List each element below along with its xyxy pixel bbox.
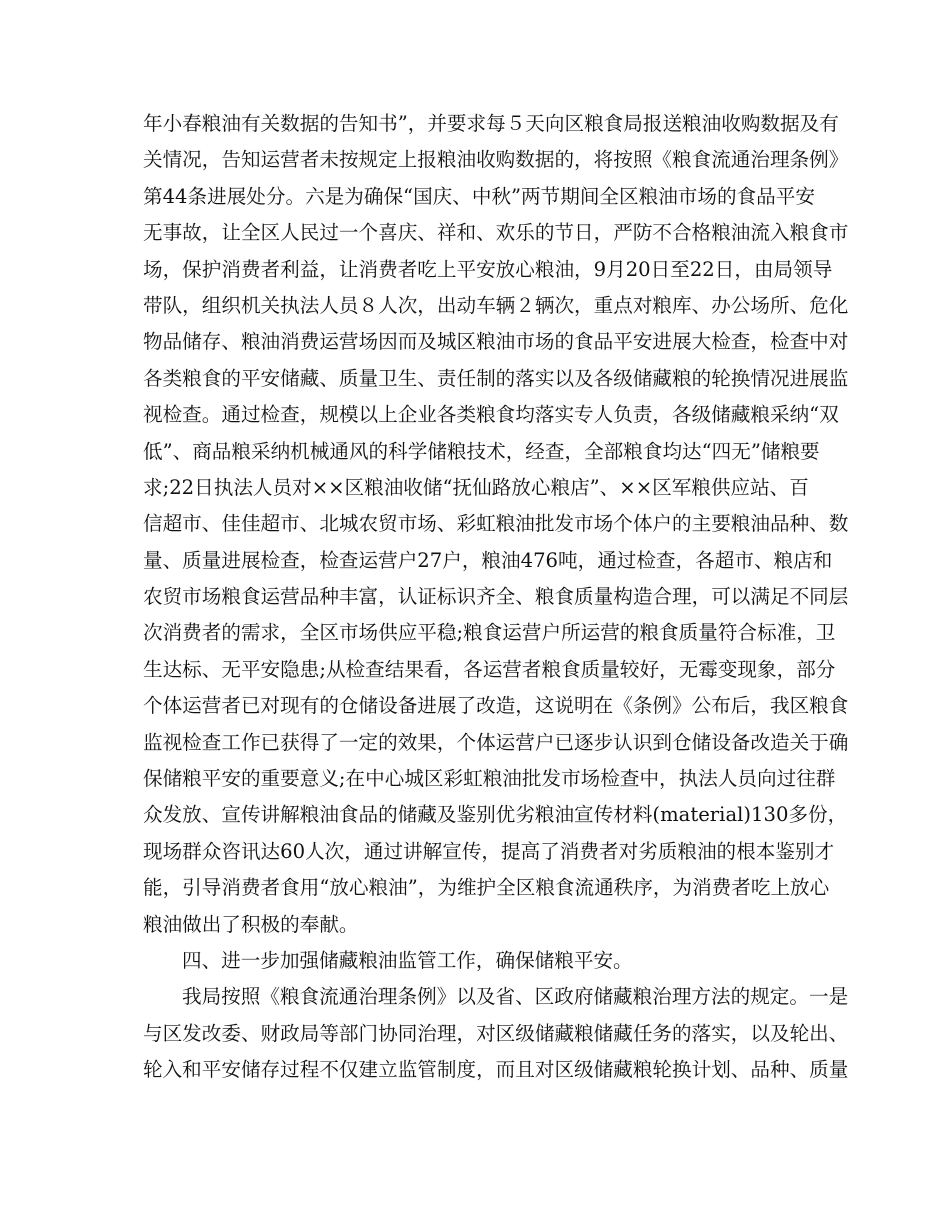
body-line: 低”、商品粮采纳机械通风的科学储粮技术，经查，全部粮食均达“四无”储粮要 xyxy=(143,439,820,463)
body-line: 场，保护消费者利益，让消费者吃上平安放心粮油，9月20日至22日，由局领导 xyxy=(143,257,833,281)
body-line: 各类粮食的平安储藏、质量卫生、责任制的落实以及各级储藏粮的轮换情况进展监 xyxy=(143,366,849,390)
body-line: 无事故，让全区人民过一个喜庆、祥和、欢乐的节日，严防不合格粮油流入粮食市 xyxy=(143,221,849,245)
body-line: 众发放、宣传讲解粮油食品的储藏及鉴别优劣粮油宣传材料(material)130多份， xyxy=(143,803,848,827)
section-heading: 四、进一步加强储藏粮油监管工作，确保储粮平安。 xyxy=(182,948,633,972)
body-line: 关情况，告知运营者未按规定上报粮油收购数据的，将按照《粮食流通治理条例》 xyxy=(143,148,849,172)
body-line: 求;22日执法人员对××区粮油收储“抚仙路放心粮店”、××区军粮供应站、百 xyxy=(143,475,809,499)
body-line: 生达标、无平安隐患;从检查结果看，各运营者粮食质量较好，无霉变现象，部分 xyxy=(143,657,836,681)
body-line: 信超市、佳佳超市、北城农贸市场、彩虹粮油批发市场个体户的主要粮油品种、数 xyxy=(143,512,849,536)
body-line: 粮油做出了积极的奉献。 xyxy=(143,912,359,936)
body-line: 年小春粮油有关数据的告知书”，并要求每５天向区粮食局报送粮油收购数据及有 xyxy=(143,112,839,135)
document-body xyxy=(143,106,849,1089)
paragraph-line: 我局按照《粮食流通治理条例》以及省、区政府储藏粮治理方法的规定。一是 xyxy=(182,985,849,1009)
body-line: 物品储存、粮油消费运营场因而及城区粮油市场的食品平安进展大检查，检查中对 xyxy=(143,330,849,354)
paragraph-line: 与区发改委、财政局等部门协同治理，对区级储藏粮储藏任务的落实，以及轮出、 xyxy=(143,1021,849,1045)
body-line: 第44条进展处分。六是为确保“国庆、中秋”两节期间全区粮油市场的食品平安 xyxy=(143,184,815,208)
body-line: 保储粮平安的重要意义;在中心城区彩虹粮油批发市场检查中，执法人员向过往群 xyxy=(143,767,836,791)
body-line: 次消费者的需求，全区市场供应平稳;粮食运营户所运营的粮食质量符合标准，卫 xyxy=(143,621,836,645)
body-line: 量、质量进展检查，检查运营户27户，粮油476吨，通过检查，各超市、粮店和 xyxy=(143,548,833,572)
body-line: 能，引导消费者食用“放心粮油”，为维护全区粮食流通秩序，为消费者吃上放心 xyxy=(143,876,830,900)
body-line: 带队，组织机关执法人员８人次，出动车辆２辆次，重点对粮库、办公场所、危化 xyxy=(143,293,849,317)
body-line: 现场群众咨讯达60人次，通过讲解宣传，提高了消费者对劣质粮油的根本鉴别才 xyxy=(143,839,835,863)
paragraph-line: 轮入和平安储存过程不仅建立监管制度，而且对区级储藏粮轮换计划、品种、质量 xyxy=(143,1058,849,1082)
body-line: 农贸市场粮食运营品种丰富，认证标识齐全、粮食质量构造合理，可以满足不同层 xyxy=(143,585,849,609)
body-line: 视检查。通过检查，规模以上企业各类粮食均落实专人负责，各级储藏粮采纳“双 xyxy=(143,403,839,427)
body-line: 个体运营者已对现有的仓储设备进展了改造，这说明在《条例》公布后，我区粮食 xyxy=(143,694,849,718)
body-line: 监视检查工作已获得了一定的效果，个体运营户已逐步认识到仓储设备改造关于确 xyxy=(143,730,849,754)
